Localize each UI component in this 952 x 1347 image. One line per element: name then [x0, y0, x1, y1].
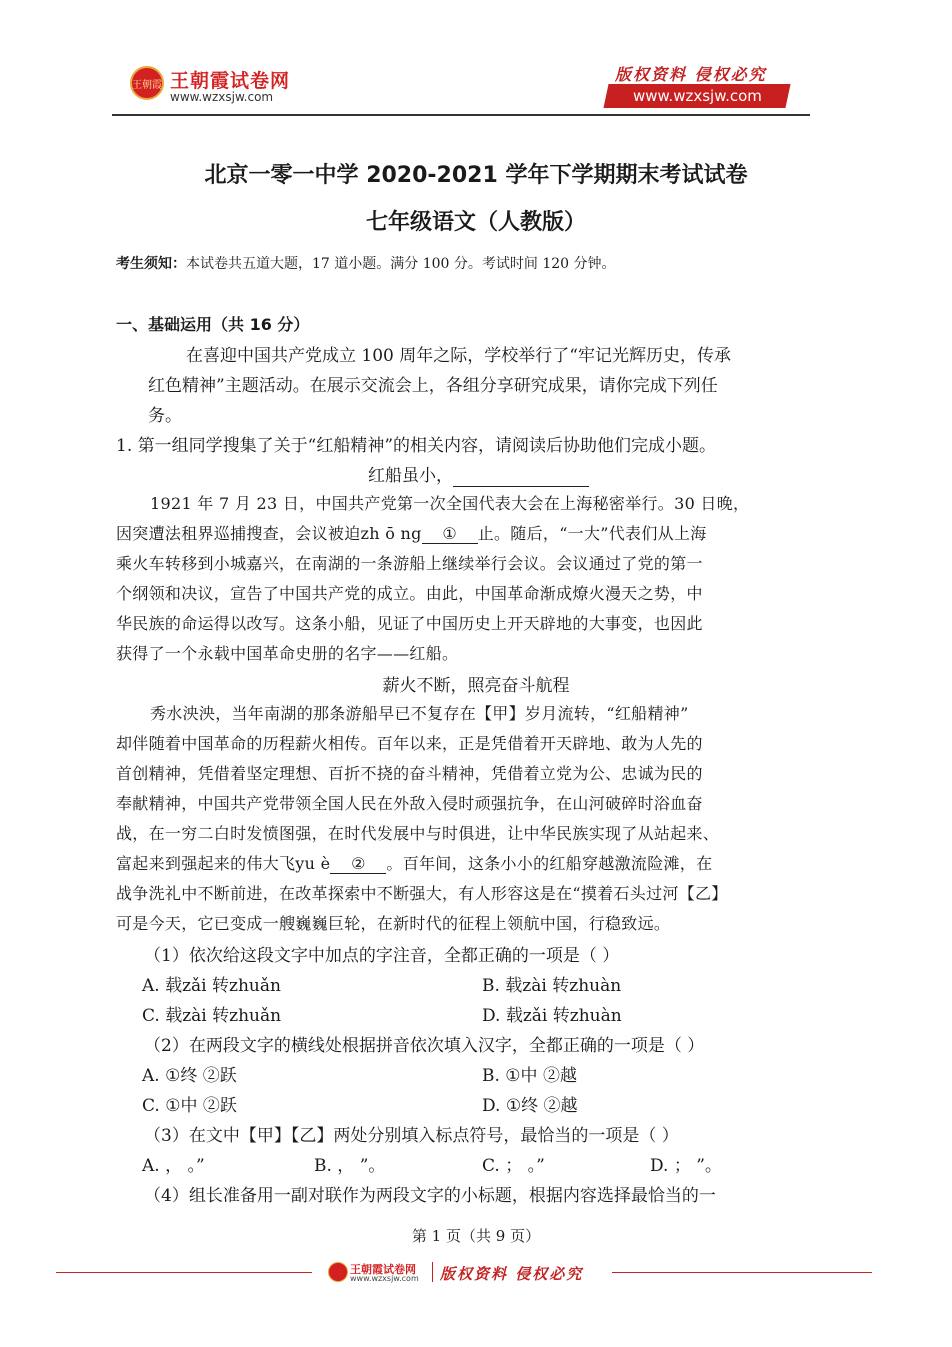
footer-logo-url[interactable]: www.wzxsjw.com — [350, 1274, 419, 1283]
passage1-line: 华民族的命运得以改写。这条小船，见证了中国历史上开天辟地的大事变，也因此 — [116, 614, 703, 633]
footer-divider — [432, 1262, 433, 1282]
option-d[interactable]: D. 载zǎi 转zhuàn — [482, 1006, 622, 1026]
passage1-line: 1921 年 7 月 23 日，中国共产党第一次全国代表大会在上海秘密举行。30 日晚， — [150, 494, 750, 513]
logo-url[interactable]: www.wzxsjw.com — [170, 90, 274, 104]
exam-title: 北京一零一中学 2020-2021 学年下学期期末考试试卷 — [204, 163, 748, 188]
notice-text: 本试卷共五道大题，17 道小题。满分 100 分。考试时间 120 分钟。 — [186, 256, 616, 272]
option-b[interactable]: B. ①中 ②越 — [482, 1066, 577, 1086]
subquestion-4: （4）组长准备用一副对联作为两段文字的小标题，根据内容选择最恰当的一 — [144, 1186, 716, 1206]
subquestion-2: （2）在两段文字的横线处根据拼音依次填入汉字，全都正确的一项是（ ） — [144, 1036, 705, 1056]
passage2-title: 薪火不断，照亮奋斗航程 — [382, 676, 570, 696]
passage2-line: 却伴随着中国革命的历程薪火相传。百年以来，正是凭借着开天辟地、敢为人先的 — [116, 734, 703, 753]
intro-line: 在喜迎中国共产党成立 100 周年之际，学校举行了“牢记光辉历史，传承 — [186, 346, 731, 366]
passage2-text: 。百年间，这条小小的红船穿越激流险滩，在 — [386, 854, 713, 873]
subquestion-1: （1）依次给这段文字中加点的字注音，全都正确的一项是（ ） — [144, 946, 620, 966]
blank-2: ② — [330, 854, 386, 874]
passage1-text: 因突遭法租界巡捕搜查，会议被迫zh ō ng — [116, 524, 422, 543]
header-copyright: 版权资料 侵权必究 — [615, 65, 767, 84]
option-a[interactable]: A. 载zǎi 转zhuǎn — [142, 976, 281, 996]
footer-rule-left — [56, 1272, 312, 1273]
passage2-line: 首创精神，凭借着坚定理想、百折不挠的奋斗精神，凭借着立党为公、忠诚为民的 — [116, 764, 703, 783]
exam-notice — [116, 253, 616, 273]
question-1: 1. 第一组同学搜集了关于“红船精神”的相关内容，请阅读后协助他们完成小题。 — [116, 436, 717, 456]
option-b[interactable]: B. 载zài 转zhuàn — [482, 976, 622, 996]
passage2-line: 可是今天，它已变成一艘巍巍巨轮，在新时代的征程上领航中国，行稳致远。 — [116, 914, 671, 933]
passage1-title-text: 红船虽小， — [368, 466, 453, 486]
intro-line: 务。 — [148, 406, 182, 426]
logo-badge-text: 王朝霞 — [132, 80, 162, 91]
passage1-line: 个纲领和决议，宣告了中国共产党的成立。由此，中国革命渐成燎火漫天之势，中 — [116, 584, 703, 603]
option-b[interactable]: B. ， ”。 — [314, 1156, 386, 1176]
option-d[interactable]: D. ； ”。 — [650, 1156, 722, 1176]
passage2-line: 秀水泱泱，当年南湖的那条游船早已不复存在【甲】岁月流转，“红船精神” — [150, 704, 689, 723]
exam-subtitle: 七年级语文（人教版） — [365, 210, 586, 235]
subquestion-3: （3）在文中【甲】【乙】两处分别填入标点符号，最恰当的一项是（ ） — [144, 1126, 679, 1146]
passage2-line — [116, 851, 712, 874]
logo-badge-icon — [130, 66, 164, 100]
footer-logo-name: 王朝霞试卷网 — [350, 1263, 416, 1276]
passage2-line: 战争洗礼中不断前进，在改革探索中不断强大，有人形容这是在“摸着石头过河【乙】 — [116, 884, 728, 903]
passage1-line: 乘火车转移到小城嘉兴，在南湖的一条游船上继续举行会议。会议通过了党的第一 — [116, 554, 703, 573]
logo-name: 王朝霞试卷网 — [170, 70, 291, 92]
notice-label: 考生须知： — [116, 256, 186, 272]
footer-copyright: 版权资料 侵权必究 — [440, 1265, 584, 1283]
passage2-line: 奉献精神，中国共产党带领全国人民在外敌入侵时顽强抗争，在山河破碎时浴血奋 — [116, 794, 703, 813]
footer-logo-icon — [328, 1262, 348, 1282]
section-heading: 一、基础运用（共 16 分） — [116, 315, 310, 334]
passage1-line — [116, 521, 707, 544]
option-a[interactable]: A. ， 。” — [142, 1156, 205, 1176]
passage2-text: 富起来到强起来的伟大飞yu è — [116, 854, 331, 873]
option-c[interactable]: C. 载zài 转zhuǎn — [142, 1006, 282, 1026]
intro-line: 红色精神”主题活动。在展示交流会上，各组分享研究成果，请你完成下列任 — [148, 376, 718, 396]
header-site-url[interactable] — [603, 84, 790, 108]
header-site-url-text: www.wzxsjw.com — [632, 87, 762, 105]
option-a[interactable]: A. ①终 ②跃 — [142, 1066, 237, 1086]
passage2-line: 战，在一穷二白时发愤图强，在时代发展中与时俱进，让中华民族实现了从站起来、 — [116, 824, 720, 843]
page-number: 第 1 页（共 9 页） — [411, 1227, 541, 1245]
title-blank — [453, 466, 589, 487]
option-d[interactable]: D. ①终 ②越 — [482, 1096, 578, 1116]
option-c[interactable]: C. ； 。” — [482, 1156, 545, 1176]
blank-1: ① — [422, 524, 478, 544]
passage1-title — [368, 461, 589, 487]
footer-rule-right — [612, 1272, 872, 1273]
passage1-line: 获得了一个永载中国革命史册的名字——红船。 — [116, 644, 459, 663]
passage1-text: 止。随后，“一大”代表们从上海 — [477, 524, 707, 543]
header-divider — [112, 114, 810, 116]
option-c[interactable]: C. ①中 ②跃 — [142, 1096, 237, 1116]
